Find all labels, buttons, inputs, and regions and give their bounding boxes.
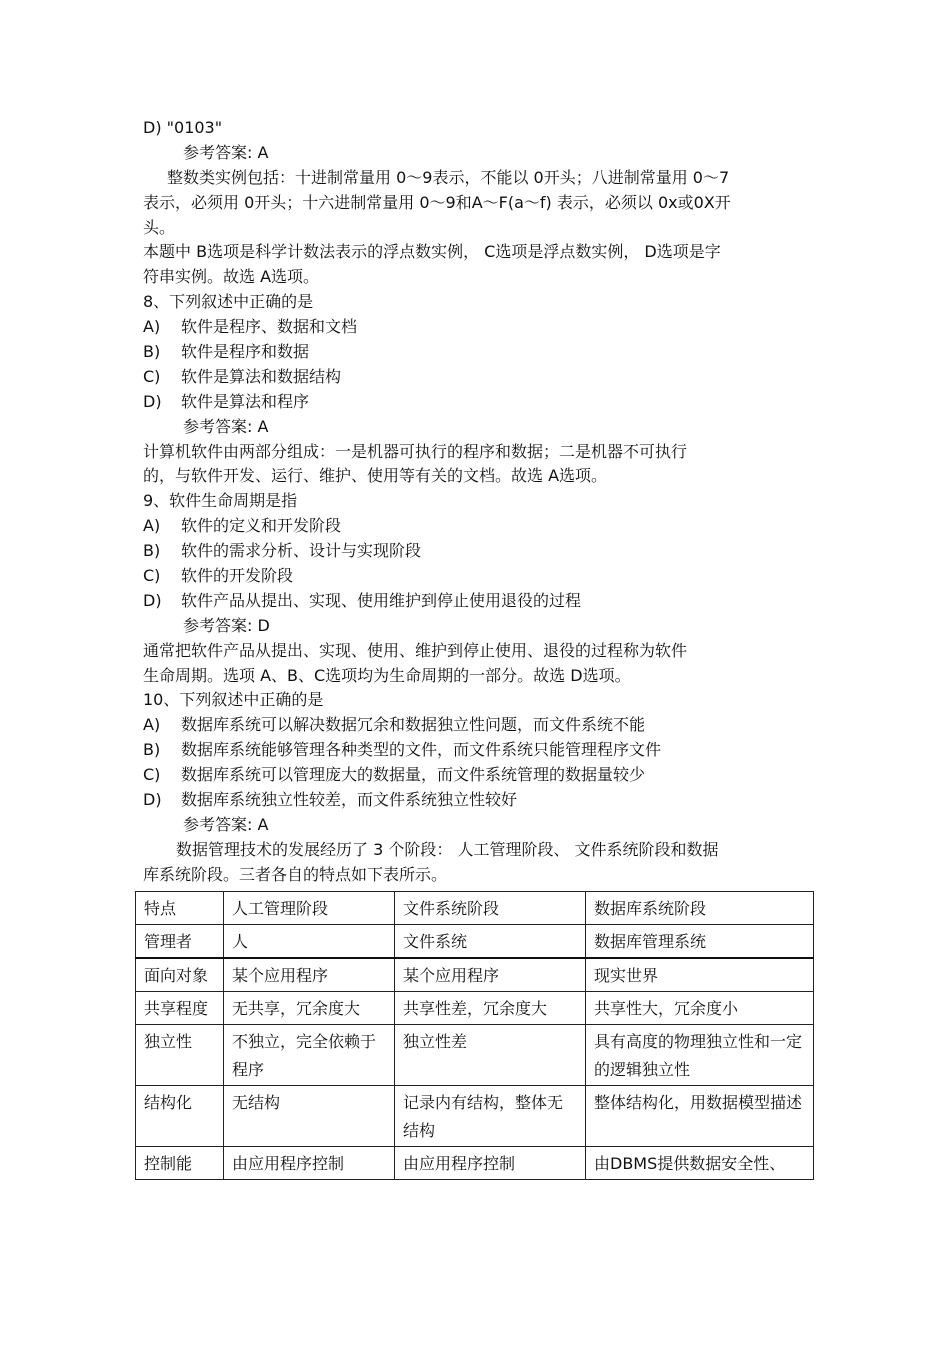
option-label: D) bbox=[143, 391, 162, 411]
option-b bbox=[143, 539, 813, 564]
option-label: B) bbox=[143, 740, 161, 760]
table-cell: 共享程度 bbox=[136, 992, 224, 1025]
explanation-line: 计算机软件由两部分组成：一是机器可执行的程序和数据；二是机器不可执行 bbox=[143, 441, 688, 461]
answer-prev: 参考答案: A bbox=[183, 142, 269, 162]
document-body bbox=[143, 116, 813, 888]
table-cell: 面向对象 bbox=[136, 958, 224, 992]
option-text: 软件的定义和开发阶段 bbox=[181, 516, 342, 536]
table-cell: 由应用程序控制 bbox=[224, 1147, 395, 1180]
table-cell: 由应用程序控制 bbox=[395, 1147, 586, 1180]
table-cell: 文件系统 bbox=[395, 925, 586, 959]
option-d bbox=[143, 788, 813, 813]
option-label: B) bbox=[143, 342, 161, 362]
option-a bbox=[143, 315, 813, 340]
table-header-cell: 特点 bbox=[136, 892, 224, 925]
table-cell: 共享性大，冗余度小 bbox=[586, 992, 814, 1025]
option-text: 数据库系统可以管理庞大的数据量，而文件系统管理的数据量较少 bbox=[181, 765, 646, 785]
explanation-line: 生命周期。选项 A、B、C选项均为生命周期的一部分。故选 D选项。 bbox=[143, 665, 631, 685]
table-row bbox=[136, 958, 814, 992]
explanation-line: 库系统阶段。三者各自的特点如下表所示。 bbox=[143, 864, 448, 884]
explanation-line: 通常把软件产品从提出、实现、使用、维护到停止使用、退役的过程称为软件 bbox=[143, 640, 688, 660]
option-text: 软件是程序、数据和文档 bbox=[181, 317, 358, 337]
table-cell: 具有高度的物理独立性和一定的逻辑独立性 bbox=[586, 1025, 814, 1086]
option-label: A) bbox=[143, 317, 161, 337]
explanation-line: 表示，必须用 0开头；十六进制常量用 0～9和A～F(a～f) 表示，必须以 0x或0X开 bbox=[143, 192, 731, 212]
option-label: D) bbox=[143, 590, 162, 610]
option-text: 数据库系统能够管理各种类型的文件，而文件系统只能管理程序文件 bbox=[181, 740, 662, 760]
table-header-cell: 人工管理阶段 bbox=[224, 892, 395, 925]
table-cell: 某个应用程序 bbox=[395, 958, 586, 992]
table-row bbox=[136, 1086, 814, 1147]
table-row bbox=[136, 1147, 814, 1180]
explanation-line: 本题中 B选项是科学计数法表示的浮点数实例， C选项是浮点数实例， D选项是字 bbox=[143, 242, 721, 262]
table-row bbox=[136, 992, 814, 1025]
answer-10: 参考答案: A bbox=[183, 814, 269, 834]
table-cell: 管理者 bbox=[136, 925, 224, 959]
option-d bbox=[143, 589, 813, 614]
option-text: 数据库系统可以解决数据冗余和数据独立性问题，而文件系统不能 bbox=[181, 715, 646, 735]
option-text: 软件的开发阶段 bbox=[181, 566, 294, 586]
table-cell: 控制能 bbox=[136, 1147, 224, 1180]
table-header-cell: 文件系统阶段 bbox=[395, 892, 586, 925]
table-row bbox=[136, 1025, 814, 1086]
table-cell: 现实世界 bbox=[586, 958, 814, 992]
table-row bbox=[136, 925, 814, 959]
table-cell: 由DBMS提供数据安全性、 bbox=[586, 1147, 814, 1180]
table-cell: 结构化 bbox=[136, 1086, 224, 1147]
option-text: 软件的需求分析、设计与实现阶段 bbox=[181, 541, 422, 561]
table-cell: 无结构 bbox=[224, 1086, 395, 1147]
option-text: 数据库系统独立性较差，而文件系统独立性较好 bbox=[181, 790, 518, 810]
explanation-line: 符串实例。故选 A选项。 bbox=[143, 267, 320, 287]
option-text: 软件是算法和程序 bbox=[181, 391, 310, 411]
table-cell: 共享性差，冗余度大 bbox=[395, 992, 586, 1025]
explanation-line: 整数类实例包括：十进制常量用 0～9表示，不能以 0开头；八进制常量用 0～7 bbox=[167, 167, 730, 187]
explanation-line: 数据管理技术的发展经历了 3 个阶段： 人工管理阶段、 文件系统阶段和数据 bbox=[176, 839, 719, 859]
table-header-cell: 数据库系统阶段 bbox=[586, 892, 814, 925]
table-cell: 独立性差 bbox=[395, 1025, 586, 1086]
question-8: 8、下列叙述中正确的是 bbox=[143, 292, 314, 312]
question-9: 9、软件生命周期是指 bbox=[143, 491, 298, 511]
table-cell: 整体结构化，用数据模型描述 bbox=[586, 1086, 814, 1147]
option-label: B) bbox=[143, 541, 161, 561]
option-text: 软件是算法和数据结构 bbox=[181, 366, 342, 386]
option-d-prev: D) "0103" bbox=[143, 118, 223, 137]
table-header-row bbox=[136, 892, 814, 925]
option-b bbox=[143, 340, 813, 365]
question-10: 10、下列叙述中正确的是 bbox=[143, 690, 324, 710]
option-label: A) bbox=[143, 715, 161, 735]
table-cell: 人 bbox=[224, 925, 395, 959]
option-text: 软件是程序和数据 bbox=[181, 342, 310, 362]
option-d bbox=[143, 390, 813, 415]
answer-8: 参考答案: A bbox=[183, 416, 269, 436]
option-c bbox=[143, 763, 813, 788]
option-a bbox=[143, 713, 813, 738]
option-a bbox=[143, 514, 813, 539]
option-c bbox=[143, 365, 813, 390]
comparison-table bbox=[135, 891, 814, 1180]
option-text: 软件产品从提出、实现、使用维护到停止使用退役的过程 bbox=[181, 590, 582, 610]
option-label: A) bbox=[143, 516, 161, 536]
table-cell: 某个应用程序 bbox=[224, 958, 395, 992]
table-cell: 无共享，冗余度大 bbox=[224, 992, 395, 1025]
explanation-line: 的，与软件开发、运行、维护、使用等有关的文档。故选 A选项。 bbox=[143, 466, 608, 486]
option-label: C) bbox=[143, 765, 161, 785]
answer-9: 参考答案: D bbox=[183, 615, 270, 635]
option-b bbox=[143, 738, 813, 763]
explanation-line: 头。 bbox=[143, 217, 176, 237]
option-label: D) bbox=[143, 790, 162, 810]
table-cell: 记录内有结构，整体无结构 bbox=[395, 1086, 586, 1147]
table-cell: 独立性 bbox=[136, 1025, 224, 1086]
option-label: C) bbox=[143, 566, 161, 586]
option-c bbox=[143, 564, 813, 589]
table-cell: 数据库管理系统 bbox=[586, 925, 814, 959]
option-label: C) bbox=[143, 366, 161, 386]
table-cell: 不独立，完全依赖于程序 bbox=[224, 1025, 395, 1086]
